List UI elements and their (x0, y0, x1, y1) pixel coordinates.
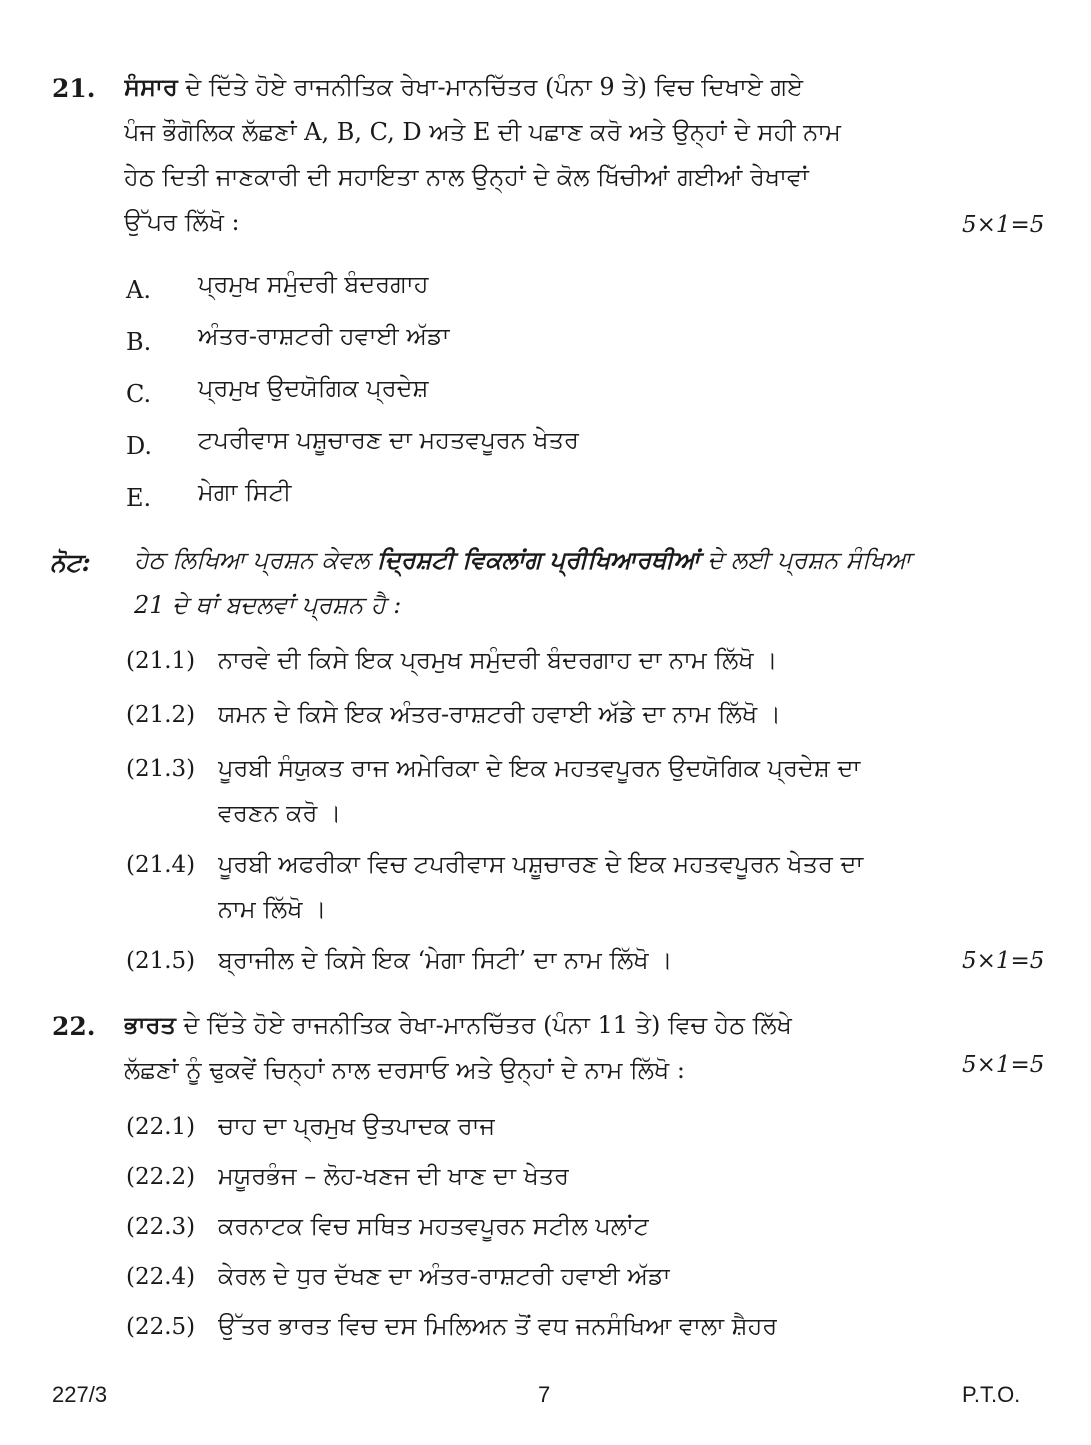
question-21-line-3: ਹੇਠ ਦਿਤੀ ਜਾਣਕਾਰੀ ਦੀ ਸਹਾਇਤਾ ਨਾਲ ਉਨ੍ਹਾਂ ਦੇ ਕੋਲ ਖਿੱਚੀਆਂ ਗਈਆਂ ਰੇਖਾਵਾਂ (124, 163, 809, 191)
note-marks: 5×1=5 (962, 948, 1045, 974)
note-line-1-pre: ਹੇਠ ਲਿਖਿਆ ਪ੍ਰਸ਼ਨ ਕੇਵਲ (134, 546, 377, 574)
note-text (134, 537, 1014, 628)
question-21-line-4: ਉੱਪਰ ਲਿੱਖੋ : (124, 208, 240, 236)
sub-question-line: ਨਾਰਵੇ ਦੀ ਕਿਸੇ ਇਕ ਪ੍ਰਮੁਖ ਸਮੁੰਦਰੀ ਬੰਦਰਗਾਹ ਦਾ ਨਾਮ ਲਿੱਖੋ । (218, 646, 778, 674)
paper-code: 227/3 (52, 1382, 108, 1407)
sub-question-line: ਪੂਰਬੀ ਸੰਯੁਕਤ ਰਾਜ ਅਮੇਰਿਕਾ ਦੇ ਇਕ ਮਹਤਵਪੂਰਨ ਉਦਯੋਗਿਕ ਪ੍ਰਦੇਸ਼ ਦਾ (218, 754, 861, 782)
sub-question-text: ਚਾਹ ਦਾ ਪ੍ਰਮੁਖ ਉਤਪਾਦਕ ਰਾਜ (218, 1112, 496, 1140)
question-21-text (124, 64, 1034, 245)
sub-question-number: (22.1) (126, 1114, 196, 1140)
note-line-2: 21 ਦੇ ਥਾਂ ਬਦਲਵਾਂ ਪ੍ਰਸ਼ਨ ਹੈ : (134, 591, 402, 619)
question-21-line-1-rest: ਦੇ ਦਿੱਤੇ ਹੋਏ ਰਾਜਨੀਤਿਕ ਰੇਖਾ-ਮਾਨਚਿੱਤਰ (ਪੰਨਾ 9 ਤੇ) ਵਿਚ ਦਿਖਾਏ ਗਏ (177, 73, 804, 101)
option-text: ਅੰਤਰ-ਰਾਸ਼ਟਰੀ ਹਵਾਈ ਅੱਡਾ (198, 322, 450, 350)
question-22-line-2: ਲੱਛਣਾਂ ਨੂੰ ਢੁਕਵੇਂ ਚਿਨ੍ਹਾਂ ਨਾਲ ਦਰਸਾਓ ਅਤੇ ਉਨ੍ਹਾਂ ਦੇ ਨਾਮ ਲਿੱਖੋ : (124, 1056, 685, 1084)
question-22-number: 22. (52, 1012, 96, 1041)
sub-question-text (218, 746, 1008, 836)
page-number: 7 (538, 1382, 551, 1407)
sub-question-number: (21.5) (126, 948, 196, 974)
option-label: C. (126, 380, 152, 408)
option-text: ਪ੍ਰਮੁਖ ਸਮੁੰਦਰੀ ਬੰਦਰਗਾਹ (198, 270, 429, 298)
sub-question-text: ਮਯੂਰਭੰਜ – ਲੋਹ-ਖਣਜ ਦੀ ਖਾਣ ਦਾ ਖੇਤਰ (218, 1162, 570, 1190)
question-21-line-1 (124, 64, 1034, 110)
question-21-number: 21. (52, 74, 96, 103)
sub-question-number: (22.2) (126, 1164, 196, 1190)
sub-question-text (218, 938, 938, 983)
note-line-1 (134, 537, 1014, 583)
note-line-1-post: ਦੇ ਲਈ ਪ੍ਰਸ਼ਨ ਸੰਖਿਆ (699, 546, 912, 574)
option-label: B. (126, 328, 152, 356)
question-22-line-1-rest: ਦੇ ਦਿੱਤੇ ਹੋਏ ਰਾਜਨੀਤਿਕ ਰੇਖਾ-ਮਾਨਚਿੱਤਰ (ਪੰਨਾ 11 ਤੇ) ਵਿਚ ਹੇਠ ਲਿੱਖੇ (175, 1011, 792, 1039)
sub-question-line: ਵਰਣਨ ਕਰੋ । (218, 799, 342, 827)
sub-question-text: ਉੱਤਰ ਭਾਰਤ ਵਿਚ ਦਸ ਮਿਲਿਅਨ ਤੋਂ ਵਧ ਜਨਸੰਖਿਆ ਵਾਲਾ ਸ਼ੈਹਰ (218, 1312, 778, 1340)
sub-question-text (218, 692, 1008, 737)
sub-question-text: ਕੇਰਲ ਦੇ ਧੁਰ ਦੱਖਣ ਦਾ ਅੰਤਰ-ਰਾਸ਼ਟਰੀ ਹਵਾਈ ਅੱਡਾ (218, 1262, 671, 1290)
option-text: ਟਪਰੀਵਾਸ ਪਸ਼ੂਚਾਰਣ ਦਾ ਮਹਤਵਪੂਰਨ ਖੇਤਰ (198, 426, 579, 454)
question-22-lead: ਭਾਰਤ (124, 1010, 176, 1039)
please-turn-over: P.T.O. (962, 1382, 1021, 1407)
sub-question-number: (21.2) (126, 702, 196, 728)
option-label: A. (126, 276, 151, 304)
question-22-marks: 5×1=5 (962, 1052, 1045, 1078)
note-label: ਨੋਟ: (50, 548, 91, 577)
question-22-text (124, 1002, 1034, 1093)
sub-question-line: ਪੂਰਬੀ ਅਫਰੀਕਾ ਵਿਚ ਟਪਰੀਵਾਸ ਪਸ਼ੂਚਾਰਣ ਦੇ ਇਕ ਮਹਤਵਪੂਰਨ ਖੇਤਰ ਦਾ (218, 850, 864, 878)
option-label: D. (126, 432, 153, 460)
sub-question-text: ਕਰਨਾਟਕ ਵਿਚ ਸਥਿਤ ਮਹਤਵਪੂਰਨ ਸਟੀਲ ਪਲਾਂਟ (218, 1212, 650, 1240)
sub-question-number: (22.5) (126, 1314, 196, 1340)
option-text: ਮੇਗਾ ਸਿਟੀ (198, 478, 292, 506)
question-22-line-1 (124, 1002, 1034, 1048)
sub-question-number: (22.4) (126, 1264, 196, 1290)
question-21-line-2: ਪੰਜ ਭੌਗੋਲਿਕ ਲੱਛਣਾਂ A, B, C, D ਅਤੇ E ਦੀ ਪਛਾਣ ਕਰੋ ਅਤੇ ਉਨ੍ਹਾਂ ਦੇ ਸਹੀ ਨਾਮ (124, 118, 841, 146)
sub-question-number: (22.3) (126, 1214, 196, 1240)
question-21-lead: ਸੰਸਾਰ (124, 72, 178, 101)
note-emphasis: ਦ੍ਰਿਸ਼ਟੀ ਵਿਕਲਾਂਗ ਪ੍ਰੀਖਿਆਰਥੀਆਂ (377, 545, 700, 574)
sub-question-text (218, 638, 1008, 683)
option-text: ਪ੍ਰਮੁਖ ਉਦਯੋਗਿਕ ਪ੍ਰਦੇਸ਼ (198, 374, 429, 402)
sub-question-line: ਯਮਨ ਦੇ ਕਿਸੇ ਇਕ ਅੰਤਰ-ਰਾਸ਼ਟਰੀ ਹਵਾਈ ਅੱਡੇ ਦਾ ਨਾਮ ਲਿੱਖੋ । (218, 700, 781, 728)
question-21-marks: 5×1=5 (962, 212, 1045, 238)
sub-question-number: (21.4) (126, 852, 196, 878)
sub-question-number: (21.3) (126, 756, 196, 782)
option-label: E. (126, 484, 152, 512)
sub-question-line: ਬ੍ਰਾਜੀਲ ਦੇ ਕਿਸੇ ਇਕ ‘ਮੇਗਾ ਸਿਟੀ’ ਦਾ ਨਾਮ ਲਿੱਖੋ । (218, 946, 673, 974)
sub-question-line: ਨਾਮ ਲਿੱਖੋ । (218, 895, 327, 923)
sub-question-text (218, 842, 1008, 932)
sub-question-number: (21.1) (126, 648, 196, 674)
